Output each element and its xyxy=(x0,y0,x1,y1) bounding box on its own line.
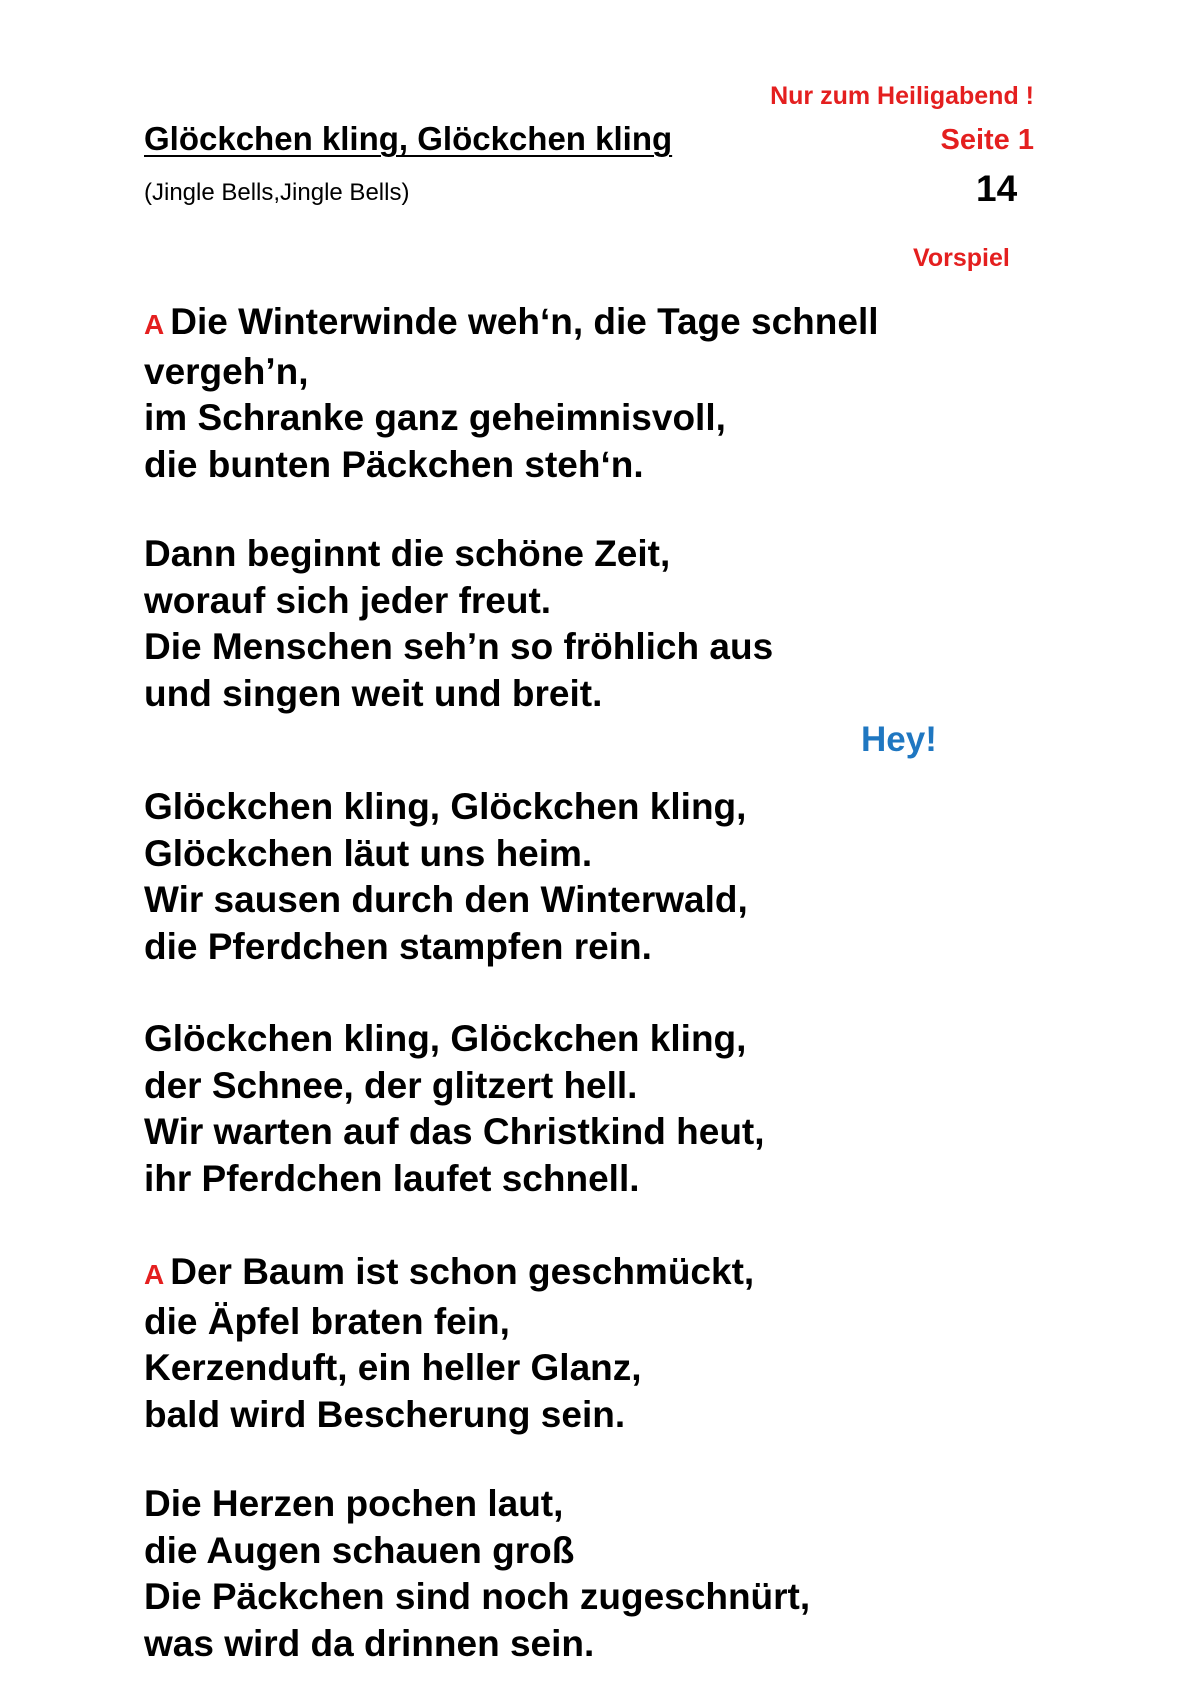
hey-callout: Hey! xyxy=(861,720,937,759)
stanza-4 xyxy=(144,1016,765,1202)
stanza-line: A Die Winterwinde weh‘n, die Tage schnell xyxy=(144,301,879,342)
stanza-line: die Pferdchen stampfen rein. xyxy=(144,925,652,967)
stanza-line: Die Päckchen sind noch zugeschnürt, xyxy=(144,1576,811,1617)
stanza-line: die Augen schauen groß xyxy=(144,1529,575,1571)
stanza-line: worauf sich jeder freut. xyxy=(144,579,552,621)
song-title: Glöckchen kling, Glöckchen kling xyxy=(144,120,673,157)
stanza-line: Die Menschen seh’n so fröhlich aus xyxy=(144,626,774,667)
stanza-1 xyxy=(144,299,879,488)
song-subtitle: (Jingle Bells,Jingle Bells) xyxy=(144,179,410,206)
stanza-line: die bunten Päckchen steh‘n. xyxy=(144,443,644,485)
stanza-line: was wird da drinnen sein. xyxy=(144,1622,595,1664)
page-label: Seite 1 xyxy=(940,124,1034,156)
stanza-5 xyxy=(144,1249,754,1438)
stanza-line: Kerzenduft, ein heller Glanz, xyxy=(144,1347,642,1388)
stanza-marker: A xyxy=(144,1259,165,1290)
stanza-line: Die Herzen pochen laut, xyxy=(144,1483,564,1524)
stanza-line: A Der Baum ist schon geschmückt, xyxy=(144,1251,755,1292)
stanza-line: Dann beginnt die schöne Zeit, xyxy=(144,533,671,574)
stanza-3 xyxy=(144,784,748,970)
stanza-line: der Schnee, der glitzert hell. xyxy=(144,1064,638,1106)
stanza-6 xyxy=(144,1481,810,1667)
stanza-line: im Schranke ganz geheimnisvoll, xyxy=(144,397,726,438)
song-number: 14 xyxy=(976,168,1018,209)
stanza-line: ihr Pferdchen laufet schnell. xyxy=(144,1157,640,1199)
stanza-line: Wir sausen durch den Winterwald, xyxy=(144,879,748,920)
stanza-line: die Äpfel braten fein, xyxy=(144,1300,510,1342)
stanza-line: Glöckchen kling, Glöckchen kling, xyxy=(144,786,747,827)
stanza-2 xyxy=(144,531,773,717)
stanza-line: Glöckchen läut uns heim. xyxy=(144,832,593,874)
stanza-line: und singen weit und breit. xyxy=(144,672,603,714)
heiligabend-note: Nur zum Heiligabend ! xyxy=(770,82,1034,110)
stanza-line: bald wird Bescherung sein. xyxy=(144,1393,626,1435)
stanza-line: Glöckchen kling, Glöckchen kling, xyxy=(144,1018,747,1059)
stanza-line: Wir warten auf das Christkind heut, xyxy=(144,1111,765,1152)
vorspiel-note: Vorspiel xyxy=(913,244,1010,272)
stanza-line: vergeh’n, xyxy=(144,350,309,392)
stanza-marker: A xyxy=(144,309,165,340)
